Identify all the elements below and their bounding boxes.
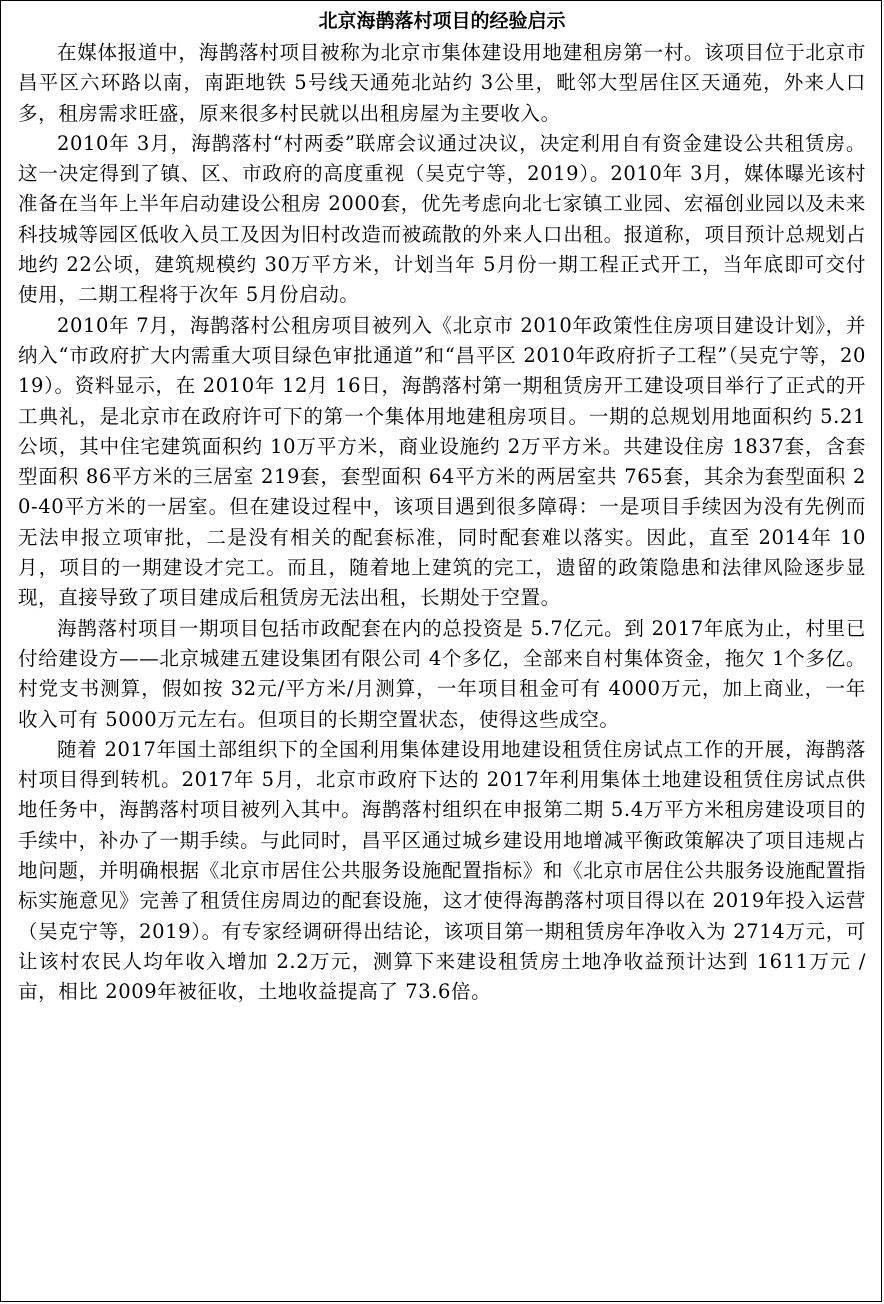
paragraph-4: 海鹊落村项目一期项目包括市政配套在内的总投资是 5.7亿元。到 2017年底为止，村里已付给建设方——北京城建五建设集团有限公司 4个多亿，全部来自村集体资金，拖欠 1个多亿。村党支书测算，假如按 32元/平方米/月测算，一年项目租金可有 4000万元，加上商业，一年收入可有 5000万元左右。但项目的长期空置状态，使得这些成空。 [18,616,866,731]
paragraph-1: 在媒体报道中，海鹊落村项目被称为北京市集体建设用地建租房第一村。该项目位于北京市昌平区六环路以南，南距地铁 5号线天通苑北站约 3公里，毗邻大型居住区天通苑，外来人口多，租房需求旺盛，原来很多村民就以出租房屋为主要收入。 [18,41,866,125]
paragraph-3: 2010年 7月，海鹊落村公租房项目被列入《北京市 2010年政策性住房项目建设计划》，并纳入“市政府扩大内需重大项目绿色审批通道”和“昌平区 2010年政府折子工程”（吴克宁等，2019）。资料显示，在 2010年 12月 16日，海鹊落村第一期租赁房开工建设项目举行了正式的开工典礼，是北京市在政府许可下的第一个集体用地建租房项目。一期的总规划用地面积约 5.21公顷，其中住宅建筑面积约 10万平方米，商业设施约 2万平方米。共建设住房 1837套，含套型面积 86平方米的三居室 219套，套型面积 64平方米的两居室共 765套，其余为套型面积 20-40平方米的一居室。但在建设过程中，该项目遇到很多障碍：一是项目手续因为没有先例而无法申报立项审批，二是没有相关的配套标准，同时配套难以落实。因此，直至 2014年 10月，项目的一期建设才完工。而且，随着地上建筑的完工，遗留的政策隐患和法律风险逐步显现，直接导致了项目建成后租赁房无法出租，长期处于空置。 [18,313,866,610]
paragraph-5: 随着 2017年国土部组织下的全国利用集体建设用地建设租赁住房试点工作的开展，海鹊落村项目得到转机。2017年 5月，北京市政府下达的 2017年利用集体土地建设租赁住房试点供地任务中，海鹊落村项目被列入其中。海鹊落村组织在申报第二期 5.4万平方米租房建设项目的手续中，补办了一期手续。与此同时，昌平区通过城乡建设用地增减平衡政策解决了项目违规占地问题，并明确根据《北京市居住公共服务设施配置指标》和《北京市居住公共服务设施配置指标实施意见》完善了租赁住房周边的配套设施，这才使得海鹊落村项目得以在 2019年投入运营（吴克宁等，2019）。有专家经调研得出结论，该项目第一期租赁房年净收入为 2714万元，可让该村农民人均年收入增加 2.2万元，测算下来建设租赁房土地净收益预计达到 1611万元 / 亩，相比 2009年被征收，土地收益提高了 73.6倍。 [18,737,866,1004]
paragraph-2: 2010年 3月，海鹊落村“村两委”联席会议通过决议，决定利用自有资金建设公共租赁房。这一决定得到了镇、区、市政府的高度重视（吴克宁等，2019）。2010年 3月，媒体曝光该村准备在当年上半年启动建设公租房 2000套，优先考虑向北七家镇工业园、宏福创业园以及未来科技城等园区低收入员工及因为旧村改造而被疏散的外来人口出租。报道称，项目预计总规划占地约 22公顷，建筑规模约 30万平方米，计划当年 5月份一期工程正式开工，当年底即可交付使用，二期工程将于次年 5月份启动。 [18,131,866,307]
document-title: 北京海鹊落村项目的经验启示 [318,10,566,32]
document-body [18,6,866,1008]
